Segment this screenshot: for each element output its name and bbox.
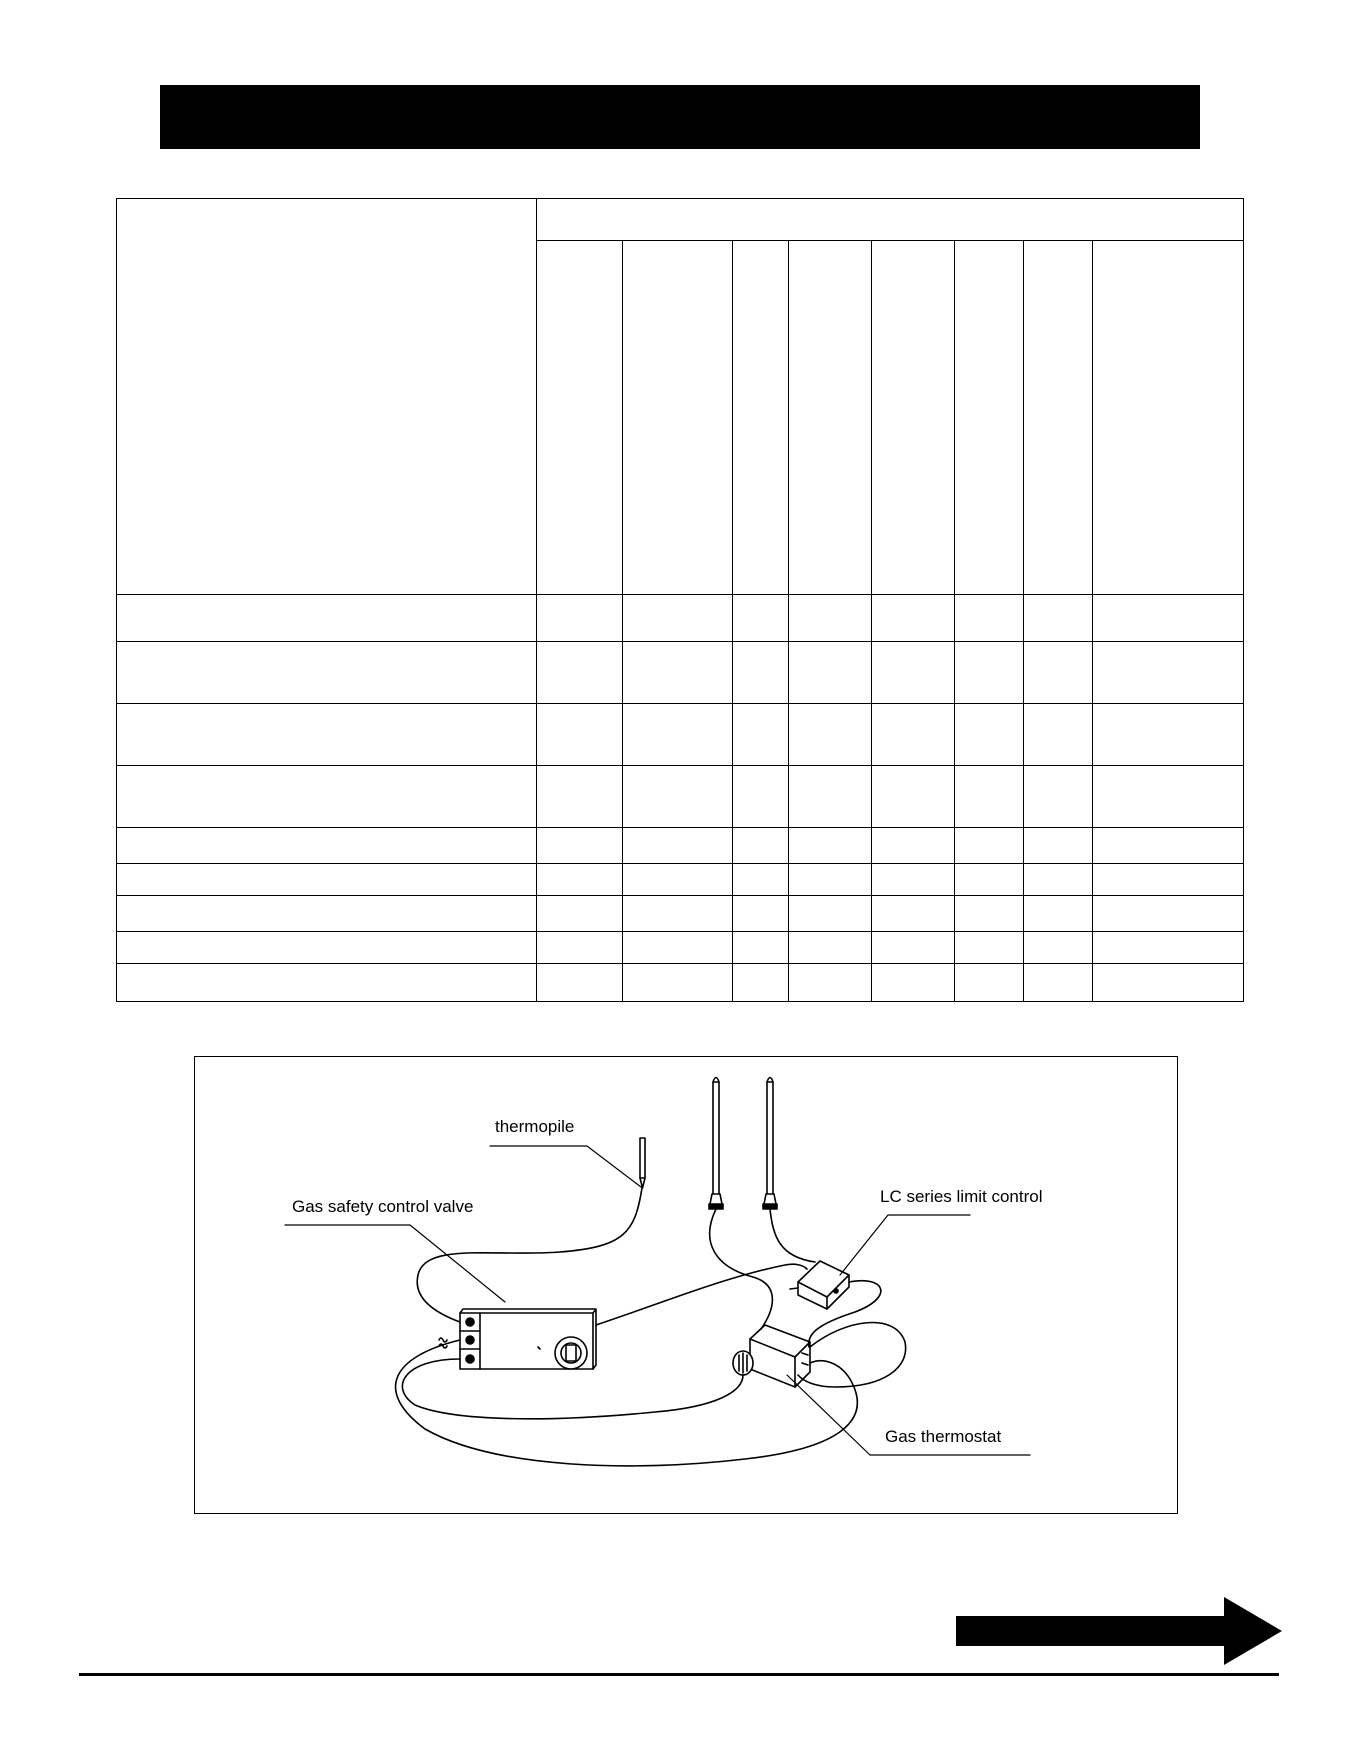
table-cell [955,895,1024,931]
table-cell [872,931,955,963]
table-cell [955,765,1024,827]
table-cell [537,765,623,827]
table-cell [733,863,789,895]
table-cell [733,703,789,765]
spec-table-column-header [1024,241,1093,595]
spec-table-group-header [537,199,1244,241]
table-row [117,895,1244,931]
table-cell [872,895,955,931]
table-cell [623,963,733,1001]
table-cell [1093,963,1244,1001]
table-cell [872,827,955,863]
gas-thermostat-icon [733,1325,810,1387]
table-row-label [117,931,537,963]
table-cell [789,827,872,863]
table-cell [872,765,955,827]
thermopile-leader [490,1146,641,1187]
table-cell [537,963,623,1001]
gas-safety-control-valve-label: Gas safety control valve [292,1197,474,1216]
table-cell [623,863,733,895]
table-cell [1024,595,1093,641]
table-cell [623,765,733,827]
sensor1-wire [710,1209,773,1329]
table-cell [623,595,733,641]
table-cell [1093,931,1244,963]
table-cell [537,863,623,895]
table-row-label [117,595,537,641]
table-cell [537,703,623,765]
table-cell [872,963,955,1001]
wiring-diagram [194,1056,1178,1514]
table-row-label [117,895,537,931]
table-cell [1093,827,1244,863]
spec-table-column-header [872,241,955,595]
table-cell [789,863,872,895]
thermopile-label: thermopile [495,1117,575,1136]
table-cell [623,641,733,703]
table-cell [955,641,1024,703]
sensor-rod-icon [709,1078,723,1210]
table-cell [872,703,955,765]
spec-table-column-header [955,241,1024,595]
table-cell [1093,895,1244,931]
table-cell [623,931,733,963]
table-cell [1024,863,1093,895]
table-cell [1093,765,1244,827]
table-cell [733,641,789,703]
table-cell [733,595,789,641]
table-row [117,595,1244,641]
table-row-label [117,863,537,895]
header-bar [160,85,1200,149]
table-cell [537,895,623,931]
table-cell [537,641,623,703]
table-row-label [117,703,537,765]
table-cell [789,595,872,641]
limit-leader [840,1215,970,1275]
table-cell [1093,863,1244,895]
table-cell [537,931,623,963]
table-cell [733,765,789,827]
table-row-label [117,963,537,1001]
table-row [117,765,1244,827]
thermopile-probe-icon [640,1138,645,1188]
gas-thermostat-label: Gas thermostat [885,1427,1002,1446]
spec-table [116,198,1244,1002]
table-row [117,641,1244,703]
table-cell [1024,827,1093,863]
table-row [117,863,1244,895]
table-cell [1024,931,1093,963]
table-cell [733,895,789,931]
spec-table-column-header [623,241,733,595]
table-cell [955,863,1024,895]
table-cell [955,827,1024,863]
spec-table-column-header [537,241,623,595]
footer-rule [79,1673,1279,1676]
table-cell [1024,895,1093,931]
sensor-rod-icon [763,1078,777,1210]
table-cell [955,703,1024,765]
table-cell [789,641,872,703]
sensor2-wire [770,1209,815,1262]
gas-safety-control-valve-icon [439,1309,596,1369]
table-cell [733,963,789,1001]
table-cell [623,703,733,765]
valve-leader [285,1225,505,1302]
spec-table-corner-cell [117,199,537,595]
table-cell [1024,703,1093,765]
table-cell [1024,641,1093,703]
table-cell [955,595,1024,641]
table-row [117,931,1244,963]
table-cell [537,595,623,641]
table-row [117,703,1244,765]
table-cell [789,895,872,931]
table-cell [623,827,733,863]
table-row-label [117,827,537,863]
table-row-label [117,765,537,827]
arrow-right-icon[interactable] [956,1597,1282,1665]
table-row [117,827,1244,863]
table-cell [1093,595,1244,641]
table-cell [1093,703,1244,765]
lc-series-limit-control-label: LC series limit control [880,1187,1043,1206]
table-cell [955,963,1024,1001]
spec-table-column-header [1093,241,1244,595]
table-cell [1024,963,1093,1001]
table-cell [537,827,623,863]
table-cell [789,765,872,827]
spec-table-column-header [789,241,872,595]
table-cell [872,641,955,703]
table-cell [872,595,955,641]
table-cell [789,931,872,963]
table-cell [789,963,872,1001]
table-cell [1093,641,1244,703]
lc-series-limit-control-icon [790,1261,849,1309]
table-cell [1024,765,1093,827]
valve-limit-wire [596,1264,807,1325]
table-cell [733,827,789,863]
spec-table-column-header [733,241,789,595]
table-cell [623,895,733,931]
table-cell [872,863,955,895]
table-cell [955,931,1024,963]
table-row [117,963,1244,1001]
wiring-diagram-drawing [195,1057,1179,1515]
table-cell [733,931,789,963]
table-row-label [117,641,537,703]
table-cell [789,703,872,765]
